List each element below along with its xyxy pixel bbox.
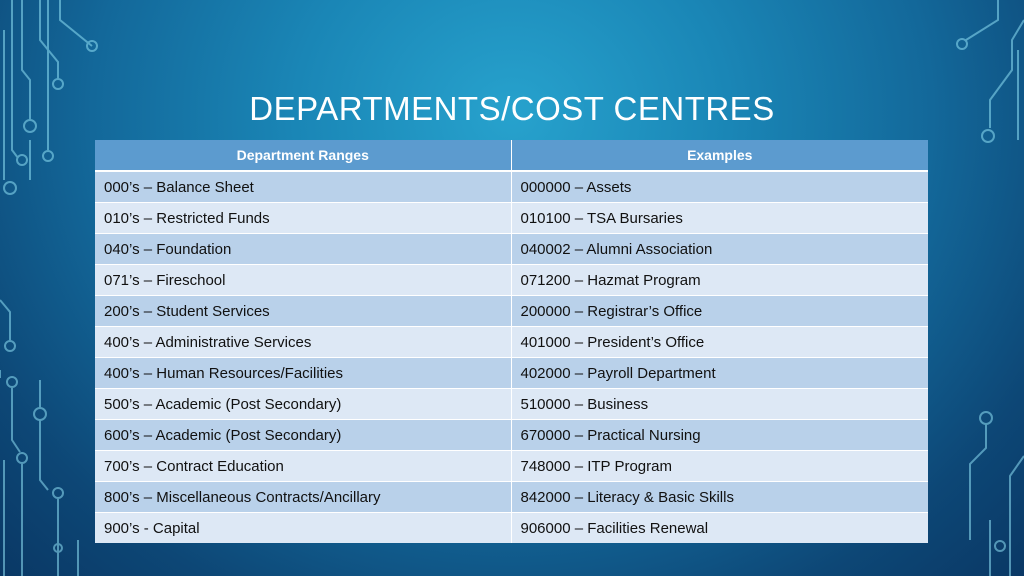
- table-row: [95, 482, 928, 513]
- table-row: [95, 327, 928, 358]
- department-range-cell: 000’s – Balance Sheet: [95, 171, 511, 203]
- example-cell: 402000 – Payroll Department: [511, 358, 928, 389]
- table-row: [95, 296, 928, 327]
- table-body: [95, 171, 928, 543]
- department-range-cell: 400’s – Administrative Services: [95, 327, 511, 358]
- table-row: [95, 234, 928, 265]
- cost-centre-table-container: [95, 140, 928, 543]
- table-row: [95, 358, 928, 389]
- example-cell: 906000 – Facilities Renewal: [511, 513, 928, 544]
- department-range-cell: 700’s – Contract Education: [95, 451, 511, 482]
- department-range-cell: 500’s – Academic (Post Secondary): [95, 389, 511, 420]
- table-row: [95, 451, 928, 482]
- table-row: [95, 513, 928, 544]
- department-range-cell: 010’s – Restricted Funds: [95, 203, 511, 234]
- example-cell: 200000 – Registrar’s Office: [511, 296, 928, 327]
- example-cell: 040002 – Alumni Association: [511, 234, 928, 265]
- department-range-cell: 040’s – Foundation: [95, 234, 511, 265]
- example-cell: 748000 – ITP Program: [511, 451, 928, 482]
- example-cell: 401000 – President’s Office: [511, 327, 928, 358]
- column-header-examples: Examples: [511, 140, 928, 171]
- table-header-row: [95, 140, 928, 171]
- example-cell: 010100 – TSA Bursaries: [511, 203, 928, 234]
- table-row: [95, 171, 928, 203]
- department-range-cell: 071’s – Fireschool: [95, 265, 511, 296]
- example-cell: 842000 – Literacy & Basic Skills: [511, 482, 928, 513]
- department-range-cell: 900’s - Capital: [95, 513, 511, 544]
- table-row: [95, 420, 928, 451]
- department-range-cell: 400’s – Human Resources/Facilities: [95, 358, 511, 389]
- example-cell: 510000 – Business: [511, 389, 928, 420]
- department-range-cell: 800’s – Miscellaneous Contracts/Ancillary: [95, 482, 511, 513]
- department-range-cell: 200’s – Student Services: [95, 296, 511, 327]
- example-cell: 670000 – Practical Nursing: [511, 420, 928, 451]
- slide-title: DEPARTMENTS/COST CENTRES: [249, 90, 775, 127]
- table-row: [95, 265, 928, 296]
- example-cell: 071200 – Hazmat Program: [511, 265, 928, 296]
- cost-centre-table: [95, 140, 928, 543]
- department-range-cell: 600’s – Academic (Post Secondary): [95, 420, 511, 451]
- example-cell: 000000 – Assets: [511, 171, 928, 203]
- table-row: [95, 389, 928, 420]
- table-row: [95, 203, 928, 234]
- column-header-department-ranges: Department Ranges: [95, 140, 511, 171]
